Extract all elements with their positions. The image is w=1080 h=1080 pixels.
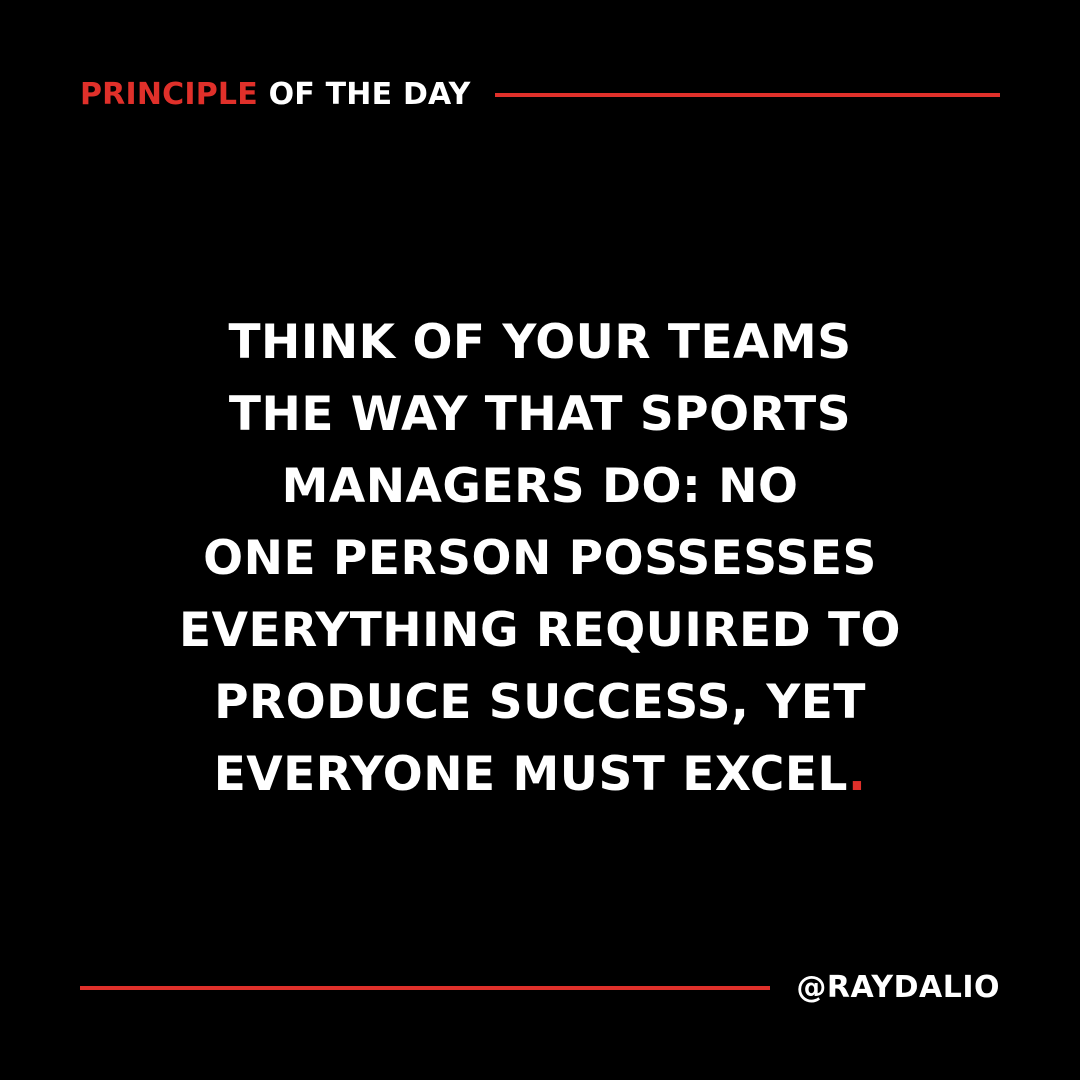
header-divider	[495, 93, 1000, 97]
quote-line-last-text: EVERYONE MUST EXCEL	[213, 747, 848, 802]
quote-line: ONE PERSON POSSESSES	[203, 531, 877, 586]
footer	[80, 965, 1000, 1011]
quote-line: THE WAY THAT SPORTS	[228, 387, 852, 442]
header	[80, 72, 1000, 118]
quote-line: EVERYTHING REQUIRED TO	[179, 603, 901, 658]
quote-line: THINK OF YOUR TEAMS	[228, 315, 852, 370]
title-accent-word: PRINCIPLE	[80, 77, 258, 112]
quote-line: PRODUCE SUCCESS, YET	[214, 675, 866, 730]
page-title	[80, 72, 471, 118]
principle-quote	[80, 307, 1000, 811]
social-handle: @RAYDALIO	[796, 970, 1000, 1005]
quote-final-period: .	[847, 747, 867, 802]
footer-divider	[80, 986, 770, 990]
title-rest: OF THE DAY	[268, 77, 471, 112]
quote-line: MANAGERS DO: NO	[281, 459, 799, 514]
quote-line-last	[80, 739, 1000, 811]
